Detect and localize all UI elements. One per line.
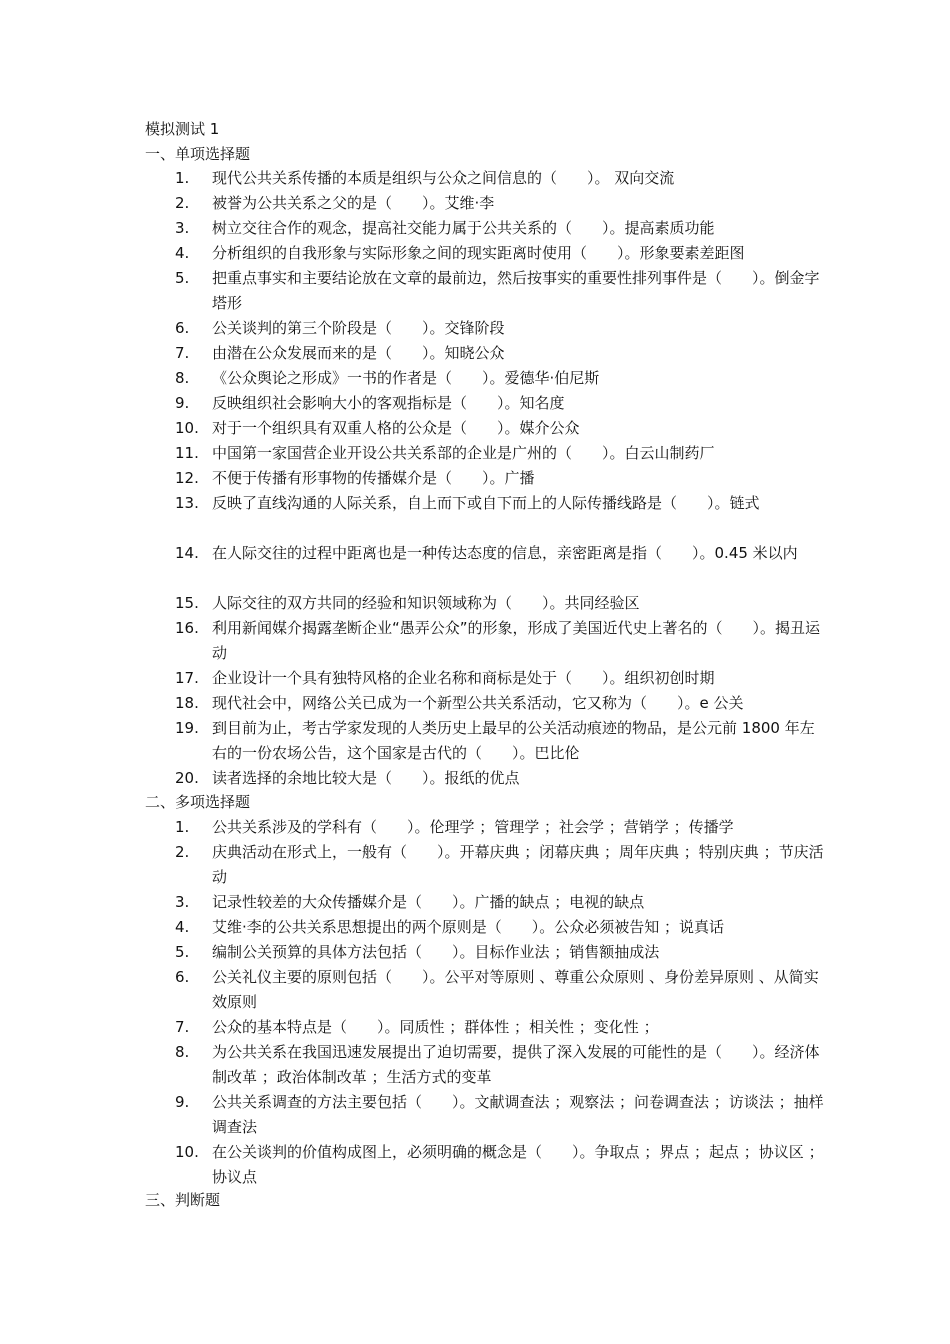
question-number: 4. — [175, 918, 190, 936]
question-number: 3. — [175, 893, 190, 911]
question-number: 20. — [175, 769, 199, 787]
question-number: 1. — [175, 169, 190, 187]
question-item — [175, 241, 825, 266]
question-item — [175, 815, 825, 840]
question-number: 9. — [175, 1093, 190, 1111]
question-number: 8. — [175, 1043, 190, 1061]
question-item — [175, 391, 825, 416]
question-number: 11. — [175, 444, 199, 462]
question-item — [175, 416, 825, 441]
question-number: 8. — [175, 369, 190, 387]
question-item — [175, 216, 825, 241]
question-number: 17. — [175, 669, 199, 687]
question-number: 4. — [175, 244, 190, 262]
question-number: 18. — [175, 694, 199, 712]
question-item — [175, 840, 825, 890]
question-text: 人际交往的双方共同的经验和知识领域称为（ ）。共同经验区 — [212, 594, 640, 612]
question-text: 到目前为止，考古学家发现的人类历史上最早的公关活动痕迹的物品，是公元前 1800 年左右的一份农场公告，这个国家是古代的（ ）。巴比伦 — [212, 719, 815, 762]
question-text: 在公关谈判的价值构成图上，必须明确的概念是（ ）。争取点 ；界点 ；起点 ；协议区 ；协议点 — [212, 1143, 824, 1186]
question-item — [175, 666, 825, 691]
question-text: 现代公共关系传播的本质是组织与公众之间信息的（ ）。 双向交流 — [212, 169, 675, 187]
question-item — [175, 1015, 825, 1040]
question-number: 1. — [175, 818, 190, 836]
question-text: 公关谈判的第三个阶段是（ ）。交锋阶段 — [212, 319, 505, 337]
question-item — [175, 366, 825, 391]
question-text: 反映了直线沟通的人际关系，自上而下或自下而上的人际传播线路是（ ）。链式 — [212, 494, 760, 512]
document-title: 模拟测试 1 — [145, 120, 220, 138]
section-heading-multiple-choice: 二、多项选择题 — [145, 793, 251, 811]
question-text: 现代社会中，网络公关已成为一个新型公共关系活动，它又称为（ ）。e 公关 — [212, 694, 744, 712]
question-number: 10. — [175, 1143, 199, 1161]
question-number: 13. — [175, 494, 199, 512]
question-text: 由潜在公众发展而来的是（ ）。知晓公众 — [212, 344, 505, 362]
question-text: 公共关系调查的方法主要包括（ ）。文献调查法 ；观察法 ；问卷调查法 ；访谈法 ；抽样调查法 — [212, 1093, 824, 1136]
question-text: 为公共关系在我国迅速发展提出了迫切需要，提供了深入发展的可能性的是（ ）。经济体制改革 ；政治体制改革 ；生活方式的变革 — [212, 1043, 820, 1086]
question-number: 3. — [175, 219, 190, 237]
question-item — [175, 466, 825, 491]
question-item — [175, 191, 825, 216]
question-item — [175, 616, 825, 666]
question-number: 16. — [175, 619, 199, 637]
question-item — [175, 491, 825, 516]
question-number: 10. — [175, 419, 199, 437]
question-text: 庆典活动在形式上，一般有（ ）。开幕庆典 ；闭幕庆典 ；周年庆典 ；特别庆典 ；节庆活动 — [212, 843, 824, 886]
question-item — [175, 266, 825, 316]
section-heading-true-false: 三、判断题 — [145, 1191, 221, 1209]
question-item — [175, 940, 825, 965]
question-item — [175, 716, 825, 766]
question-item — [175, 341, 825, 366]
question-text: 被誉为公共关系之父的是（ ）。艾维·李 — [212, 194, 495, 212]
question-text: 《公众舆论之形成》一书的作者是（ ）。爱德华·伯尼斯 — [212, 369, 600, 387]
question-text: 对于一个组织具有双重人格的公众是（ ）。媒介公众 — [212, 419, 580, 437]
question-item — [175, 166, 825, 191]
question-text: 把重点事实和主要结论放在文章的最前边，然后按事实的重要性排列事件是（ ）。倒金字塔形 — [212, 269, 820, 312]
question-item — [175, 1040, 825, 1090]
question-text: 利用新闻媒介揭露垄断企业“愚弄公众”的形象，形成了美国近代史上著名的（ ）。揭丑运动 — [212, 619, 821, 662]
question-text: 中国第一家国营企业开设公共关系部的企业是广州的（ ）。白云山制药厂 — [212, 444, 715, 462]
section-heading-single-choice: 一、单项选择题 — [145, 145, 251, 163]
question-text: 公关礼仪主要的原则包括（ ）。公平对等原则 、尊重公众原则 、身份差异原则 、从简实效原则 — [212, 968, 819, 1011]
question-number: 5. — [175, 269, 190, 287]
question-item — [175, 965, 825, 1015]
question-number: 7. — [175, 1018, 190, 1036]
question-text: 不便于传播有形事物的传播媒介是（ ）。广播 — [212, 469, 535, 487]
question-item — [175, 766, 825, 791]
question-text: 读者选择的余地比较大是（ ）。报纸的优点 — [212, 769, 520, 787]
question-text: 树立交往合作的观念，提高社交能力属于公共关系的（ ）。提高素质功能 — [212, 219, 715, 237]
question-number: 7. — [175, 344, 190, 362]
question-text: 记录性较差的大众传播媒介是（ ）。广播的缺点 ；电视的缺点 — [212, 893, 645, 911]
question-item — [175, 316, 825, 341]
question-number: 5. — [175, 943, 190, 961]
question-number: 12. — [175, 469, 199, 487]
question-text: 艾维·李的公共关系思想提出的两个原则是（ ）。公众必须被告知 ；说真话 — [212, 918, 725, 936]
question-text: 公共关系涉及的学科有（ ）。伦理学 ；管理学 ；社会学 ；营销学 ；传播学 — [212, 818, 734, 836]
question-item — [175, 691, 825, 716]
question-item — [175, 591, 825, 616]
question-number: 9. — [175, 394, 190, 412]
question-text: 编制公关预算的具体方法包括（ ）。目标作业法 ；销售额抽成法 — [212, 943, 660, 961]
question-text: 分析组织的自我形象与实际形象之间的现实距离时使用（ ）。形象要素差距图 — [212, 244, 745, 262]
question-item — [175, 890, 825, 915]
question-number: 2. — [175, 843, 190, 861]
question-number: 15. — [175, 594, 199, 612]
question-number: 2. — [175, 194, 190, 212]
question-number: 19. — [175, 719, 199, 737]
question-text: 在人际交往的过程中距离也是一种传达态度的信息，亲密距离是指（ ）。0.45 米以内 — [212, 544, 798, 562]
question-text: 企业设计一个具有独特风格的企业名称和商标是处于（ ）。组织初创时期 — [212, 669, 715, 687]
question-item — [175, 1140, 825, 1190]
question-number: 14. — [175, 544, 199, 562]
question-item — [175, 541, 825, 566]
question-number: 6. — [175, 319, 190, 337]
question-text: 反映组织社会影响大小的客观指标是（ ）。知名度 — [212, 394, 565, 412]
question-text: 公众的基本特点是（ ）。同质性 ；群体性 ；相关性 ；变化性 ； — [212, 1018, 659, 1036]
question-number: 6. — [175, 968, 190, 986]
question-item — [175, 915, 825, 940]
question-item — [175, 441, 825, 466]
question-item — [175, 1090, 825, 1140]
